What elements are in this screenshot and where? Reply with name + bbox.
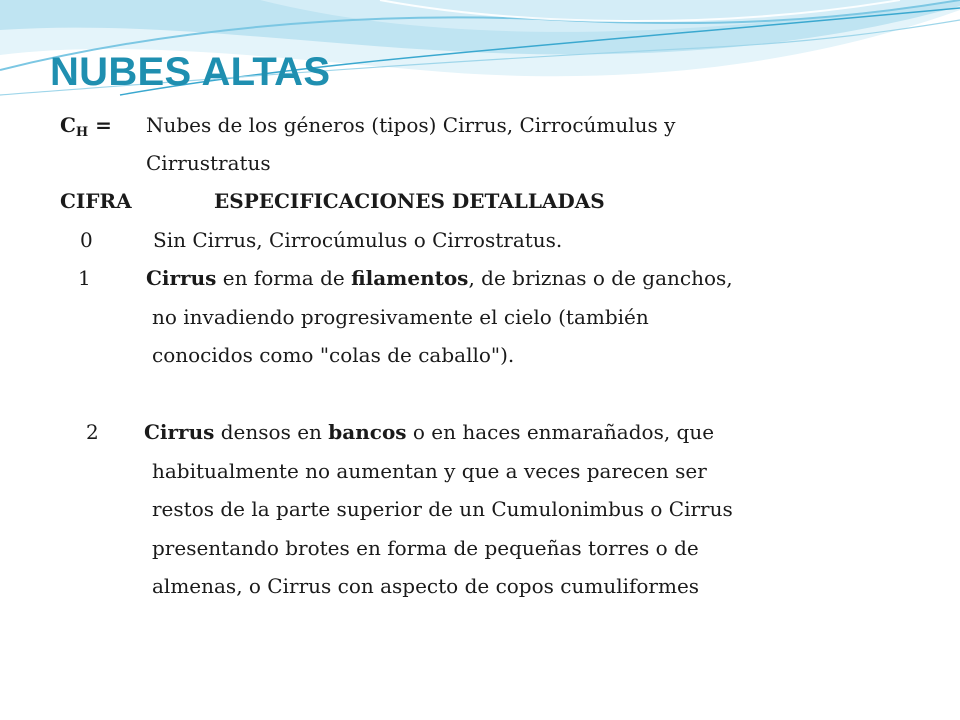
header-especificaciones: ESPECIFICACIONES DETALLADAS <box>214 189 605 213</box>
item-0-line1: Sin Cirrus, Cirrocúmulus o Cirrostratus. <box>153 228 563 252</box>
item-2-code: 2 <box>86 420 99 444</box>
ch-equals: = <box>88 113 112 137</box>
item-1-code: 1 <box>78 266 91 290</box>
item-1-text-b: , de briznas o de ganchos, <box>468 266 733 290</box>
ch-definition-line2: Cirrustratus <box>146 151 271 175</box>
slide-title: NUBES ALTAS <box>50 50 331 94</box>
item-2-text-b: o en haces enmarañados, que <box>406 420 715 444</box>
item-2-line2: habitualmente no aumentan y que a veces parecen ser <box>152 459 707 483</box>
item-1-line3: conocidos como "colas de caballo"). <box>152 343 515 367</box>
header-cifra: CIFRA <box>60 189 132 213</box>
item-1-line1 <box>146 266 733 290</box>
ch-label <box>60 113 112 140</box>
item-1-term-cirrus: Cirrus <box>146 266 217 290</box>
ch-definition-line1: Nubes de los géneros (tipos) Cirrus, Cirrocúmulus y <box>146 113 676 137</box>
item-2-line5: almenas, o Cirrus con aspecto de copos cumuliformes <box>152 574 700 598</box>
ch-symbol: C <box>60 113 76 137</box>
item-2-term-bancos: bancos <box>328 420 407 444</box>
item-2-text-a: densos en <box>214 420 329 444</box>
item-1-text-a: en forma de <box>216 266 352 290</box>
item-2-line1 <box>144 420 714 444</box>
ch-subscript: H <box>75 125 89 140</box>
item-1-term-filamentos: filamentos <box>351 266 469 290</box>
item-0-code: 0 <box>80 228 93 252</box>
item-2-line4: presentando brotes en forma de pequeñas torres o de <box>152 536 699 560</box>
item-2-term-cirrus: Cirrus <box>144 420 215 444</box>
item-1-line2: no invadiendo progresivamente el cielo (también <box>152 305 649 329</box>
item-2-line3: restos de la parte superior de un Cumulonimbus o Cirrus <box>152 497 733 521</box>
